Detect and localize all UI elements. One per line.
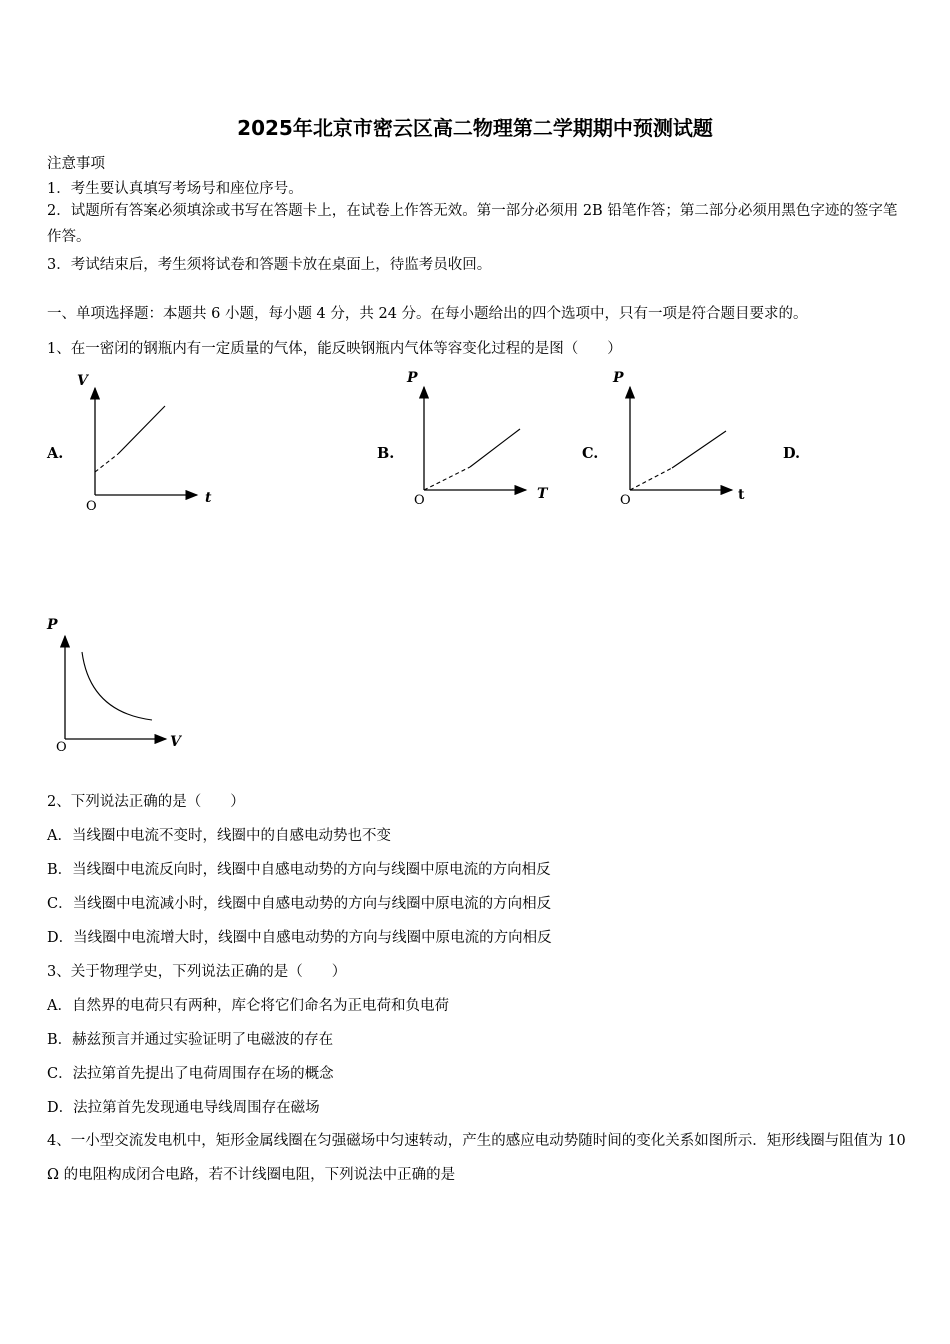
option-a-label: A.	[47, 445, 64, 462]
origin-label: O	[86, 499, 97, 513]
x-axis-label: t	[205, 490, 212, 506]
y-axis-label: P	[407, 370, 418, 386]
dashed-extension	[95, 454, 118, 472]
question-2-stem: 2、下列说法正确的是（ ）	[47, 794, 245, 810]
question-4-stem: 4、一小型交流发电机中，矩形金属线圈在匀强磁场中匀速转动，产生的感应电动势随时间的变化关系如图所示．矩形线圈与阻值为 10 Ω 的电阻构成闭合电路，若不计线圈电阻，下列说法中正确的是	[47, 1133, 906, 1183]
graph-line	[470, 429, 520, 467]
y-axis-label: V	[77, 373, 88, 389]
notice-item: 3．考试结束后，考生须将试卷和答题卡放在桌面上，待监考员收回。	[47, 257, 492, 273]
graph-line	[118, 406, 165, 454]
question-3-stem: 3、关于物理学史，下列说法正确的是（ ）	[47, 964, 347, 980]
page-title: 2025年北京市密云区高二物理第二学期期中预测试题	[237, 116, 713, 140]
dashed-extension	[424, 467, 470, 490]
origin-label: O	[414, 493, 425, 508]
graph-c	[606, 365, 766, 510]
x-axis-label: t	[738, 487, 745, 503]
question-2-option-a: A．当线圈中电流不变时，线圈中的自感电动势也不变	[47, 828, 391, 844]
notice-item: 2．试题所有答案必须填涂或书写在答题卡上，在试卷上作答无效。第一部分必须用 2B 铅笔作答；第二部分必须用黑色字迹的签字笔作答。	[47, 203, 898, 245]
notice-heading: 注意事项	[47, 156, 105, 172]
notice-item: 1．考生要认真填写考场号和座位序号。	[47, 181, 303, 197]
y-axis-label: P	[47, 617, 58, 633]
question-3-option-b: B．赫兹预言并通过实验证明了电磁波的存在	[47, 1032, 334, 1048]
graph-line	[672, 431, 726, 468]
dashed-extension	[630, 468, 672, 490]
question-1-stem: 1、在一密闭的钢瓶内有一定质量的气体，能反映钢瓶内气体等容变化过程的是图（ ）	[47, 341, 622, 357]
graph-curve	[82, 652, 152, 720]
x-axis-label: T	[537, 486, 548, 502]
option-c-label: C.	[582, 445, 599, 462]
question-2-option-b: B．当线圈中电流反向时，线圈中自感电动势的方向与线圈中原电流的方向相反	[47, 862, 551, 878]
question-2-option-c: C．当线圈中电流减小时，线圈中自感电动势的方向与线圈中原电流的方向相反	[47, 896, 552, 912]
origin-label: O	[56, 740, 67, 755]
graph-b	[400, 365, 560, 510]
option-d-label: D.	[783, 445, 801, 462]
y-axis-label: P	[613, 370, 624, 386]
section-heading: 一、单项选择题：本题共 6 小题，每小题 4 分，共 24 分。在每小题给出的四个选项中，只有一项是符合题目要求的。	[47, 306, 808, 322]
option-b-label: B.	[377, 445, 395, 462]
origin-label: O	[620, 493, 631, 508]
question-2-option-d: D．当线圈中电流增大时，线圈中自感电动势的方向与线圈中原电流的方向相反	[47, 930, 552, 946]
question-3-option-a: A．自然界的电荷只有两种，库仑将它们命名为正电荷和负电荷	[47, 998, 449, 1014]
x-axis-label: V	[170, 734, 181, 750]
graph-a	[70, 368, 220, 513]
graph-d	[42, 612, 192, 757]
question-3-option-d: D．法拉第首先发现通电导线周围存在磁场	[47, 1100, 320, 1116]
question-3-option-c: C．法拉第首先提出了电荷周围存在场的概念	[47, 1066, 334, 1082]
